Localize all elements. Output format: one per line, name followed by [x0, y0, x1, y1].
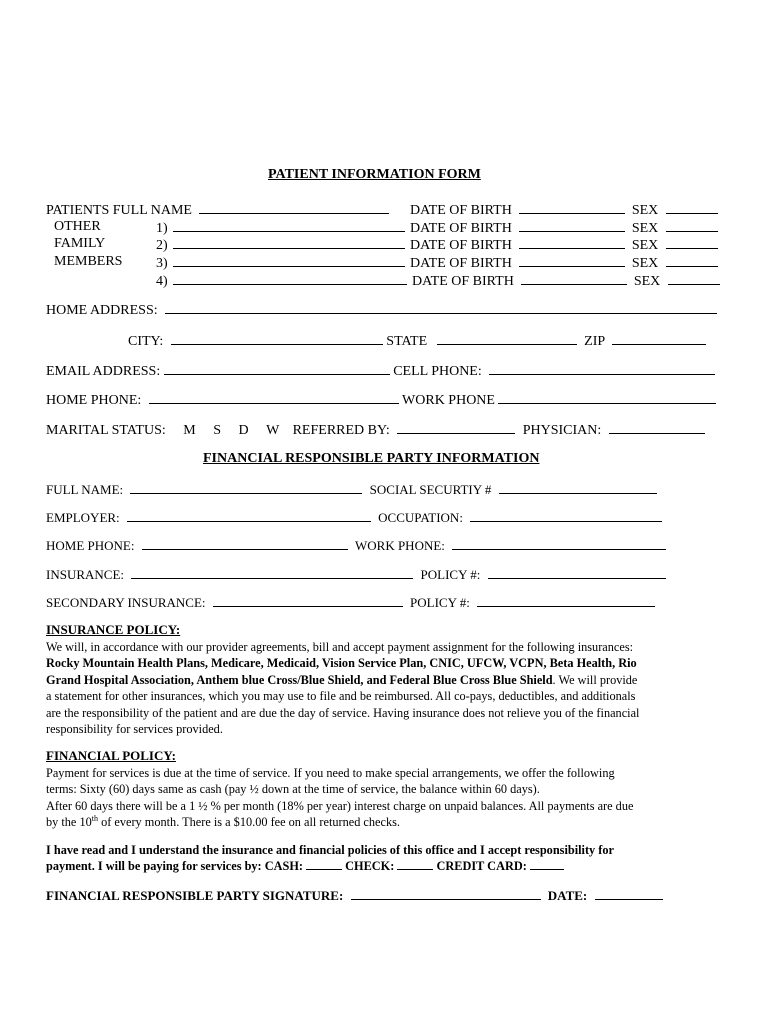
acknowledgement-line: I have read and I understand the insurance and financial policies of this office and I accept responsibility for: [46, 843, 614, 857]
insurance-policy-line: We will, in accordance with our provider agreements, bill and accept payment assignment for the following insurances:: [46, 640, 634, 654]
referred-by-field[interactable]: [397, 422, 515, 434]
due-date-suffix: th: [91, 814, 98, 824]
due-date-end: of every month. There is a $10.00 fee on all returned checks.: [98, 815, 400, 830]
secondary-insurance-field[interactable]: [213, 595, 403, 607]
dob-sex-row-4: [410, 255, 718, 271]
home-phone-row: [46, 392, 716, 408]
dob-field[interactable]: [519, 255, 625, 267]
dob-label: DATE OF BIRTH: [412, 274, 514, 289]
insurance-policy-line: Rocky Mountain Health Plans, Medicare, Medicaid, Vision Service Plan, CNIC, UFCW, VCPN, Beta Health, Rio: [46, 656, 637, 671]
date-label: DATE:: [547, 888, 588, 903]
date-field[interactable]: [595, 888, 663, 900]
financial-party-heading: FINANCIAL RESPONSIBLE PARTY INFORMATION: [203, 451, 540, 466]
zip-field[interactable]: [612, 333, 706, 345]
dob-field[interactable]: [519, 237, 625, 249]
city-label: CITY:: [128, 334, 164, 349]
marital-status-row: [46, 422, 705, 438]
referred-by-label: REFERRED BY:: [292, 423, 390, 438]
family-member-2-name-field[interactable]: [173, 237, 405, 249]
sex-label: SEX: [633, 274, 661, 289]
sex-field[interactable]: [666, 220, 718, 232]
marital-status-label: MARITAL STATUS:: [46, 423, 166, 438]
family-member-3-row: [156, 255, 405, 271]
ssn-label: SOCIAL SECURTIY #: [369, 482, 492, 497]
sex-field[interactable]: [666, 255, 718, 267]
home-phone-label: HOME PHONE:: [46, 393, 142, 408]
financial-policy-line: Payment for services is due at the time of service. If you need to make special arrangements, we offer the following: [46, 766, 615, 780]
fp-work-phone-field[interactable]: [452, 538, 666, 550]
state-label: STATE: [386, 334, 428, 349]
other-label: OTHER: [54, 219, 101, 234]
insurance-row: [46, 567, 666, 581]
secondary-insurance-label: SECONDARY INSURANCE:: [46, 595, 206, 610]
home-phone-field[interactable]: [149, 392, 399, 404]
email-label: EMAIL ADDRESS:: [46, 364, 161, 379]
financial-policy-line: terms: Sixty (60) days same as cash (pay ½ down at the time of service, the balance within 60 days).: [46, 782, 540, 797]
family-member-4-name-field[interactable]: [173, 273, 407, 285]
occupation-label: OCCUPATION:: [378, 510, 463, 525]
employer-row: [46, 510, 662, 524]
home-address-field[interactable]: [165, 302, 717, 314]
check-label: CHECK:: [345, 859, 395, 874]
credit-card-label: CREDIT CARD:: [436, 859, 527, 874]
fp-home-phone-field[interactable]: [142, 538, 348, 550]
physician-label: PHYSICIAN:: [522, 423, 602, 438]
sex-field[interactable]: [668, 273, 720, 285]
dob-label: DATE OF BIRTH: [410, 238, 512, 253]
family-member-4-row: [156, 273, 407, 289]
financial-policy-heading: FINANCIAL POLICY:: [46, 748, 176, 763]
dob-sex-row-1: [410, 202, 718, 218]
city-field[interactable]: [171, 333, 383, 345]
work-phone-field[interactable]: [498, 392, 716, 404]
insurance-policy-text: [46, 639, 639, 737]
ssn-field[interactable]: [499, 482, 657, 494]
marital-option-w[interactable]: W: [266, 423, 280, 438]
acknowledgement: [46, 842, 614, 875]
insurance-policy-line: [46, 672, 639, 688]
dob-label: DATE OF BIRTH: [410, 203, 512, 218]
email-row: [46, 363, 715, 379]
credit-card-field[interactable]: [530, 858, 564, 870]
secondary-insurance-row: [46, 595, 655, 609]
sex-label: SEX: [631, 256, 659, 271]
dob-sex-row-5: [412, 273, 720, 289]
cash-field[interactable]: [306, 858, 342, 870]
fp-full-name-label: FULL NAME:: [46, 482, 124, 497]
dob-field[interactable]: [521, 273, 627, 285]
patient-full-name-field[interactable]: [199, 202, 389, 214]
family-member-2-row: [156, 237, 405, 253]
sex-field[interactable]: [666, 237, 718, 249]
policy2-label: POLICY #:: [410, 595, 470, 610]
home-address-row: [46, 302, 717, 318]
family-member-1-row: [156, 220, 405, 236]
patient-full-name-row: [46, 202, 389, 218]
family-member-3-name-field[interactable]: [173, 255, 405, 267]
financial-policy-line: After 60 days there will be a 1 ½ % per month (18% per year) interest charge on unpaid balances. All payments are due: [46, 798, 634, 813]
physician-field[interactable]: [609, 422, 705, 434]
dob-label: DATE OF BIRTH: [410, 221, 512, 236]
member-number: 4): [156, 274, 168, 289]
insurance-policy-line: are the responsibility of the patient and are due the day of service. Having insurance does not relieve you of the financial: [46, 705, 640, 720]
signature-field[interactable]: [351, 888, 541, 900]
member-number: 1): [156, 221, 168, 236]
policy-field[interactable]: [488, 567, 666, 579]
dob-field[interactable]: [519, 220, 625, 232]
dob-label: DATE OF BIRTH: [410, 256, 512, 271]
city-row: [128, 333, 706, 349]
dob-sex-row-3: [410, 237, 718, 253]
insurance-field[interactable]: [131, 567, 413, 579]
dob-sex-row-2: [410, 220, 718, 236]
marital-option-m[interactable]: M: [183, 423, 196, 438]
member-number: 3): [156, 256, 168, 271]
insurance-policy-line: responsibility for services provided.: [46, 722, 223, 737]
sex-label: SEX: [631, 221, 659, 236]
signature-label: FINANCIAL RESPONSIBLE PARTY SIGNATURE:: [46, 888, 344, 903]
patient-full-name-label: PATIENTS FULL NAME: [46, 203, 192, 218]
insurance-policy-tail: . We will provide: [552, 672, 638, 687]
fp-work-phone-label: WORK PHONE:: [354, 538, 445, 553]
employer-field[interactable]: [127, 510, 371, 522]
insurance-list-bold: Grand Hospital Association, Anthem blue Cross/Blue Shield, and Federal Blue Cross Blue Shield: [46, 672, 553, 687]
email-field[interactable]: [164, 363, 390, 375]
payment-method-row: [46, 858, 614, 874]
employer-label: EMPLOYER:: [46, 510, 120, 525]
fp-full-name-row: [46, 482, 657, 496]
insurance-policy-line: a statement for other insurances, which you may use to file and be reimbursed. All co-pays, deductibles, and additionals: [46, 689, 636, 704]
cash-label: payment. I will be paying for services by: CASH:: [46, 859, 303, 874]
fp-home-phone-label: HOME PHONE:: [46, 538, 135, 553]
check-field[interactable]: [397, 858, 433, 870]
policy2-field[interactable]: [477, 595, 655, 607]
insurance-policy-heading: INSURANCE POLICY:: [46, 622, 181, 637]
state-field[interactable]: [437, 333, 577, 345]
family-label: FAMILY: [54, 236, 106, 251]
dob-field[interactable]: [519, 202, 625, 214]
work-phone-label: WORK PHONE: [402, 393, 495, 408]
fp-full-name-field[interactable]: [130, 482, 362, 494]
marital-option-s[interactable]: S: [213, 423, 221, 438]
home-address-label: HOME ADDRESS:: [46, 303, 158, 318]
financial-policy-line: [46, 814, 633, 830]
cell-phone-label: CELL PHONE:: [393, 364, 482, 379]
members-label: MEMBERS: [54, 254, 123, 269]
zip-label: ZIP: [584, 334, 605, 349]
policy-label: POLICY #:: [420, 567, 481, 582]
family-member-1-name-field[interactable]: [173, 220, 405, 232]
due-date-start: by the 10: [46, 815, 92, 830]
sex-field[interactable]: [666, 202, 718, 214]
form-title: PATIENT INFORMATION FORM: [268, 167, 481, 182]
insurance-label: INSURANCE:: [46, 567, 125, 582]
fp-home-phone-row: [46, 538, 666, 552]
marital-option-d[interactable]: D: [238, 423, 249, 438]
financial-policy-text: [46, 765, 633, 831]
occupation-field[interactable]: [470, 510, 662, 522]
sex-label: SEX: [631, 238, 659, 253]
member-number: 2): [156, 238, 168, 253]
signature-row: [46, 888, 663, 902]
cell-phone-field[interactable]: [489, 363, 715, 375]
sex-label: SEX: [631, 203, 659, 218]
